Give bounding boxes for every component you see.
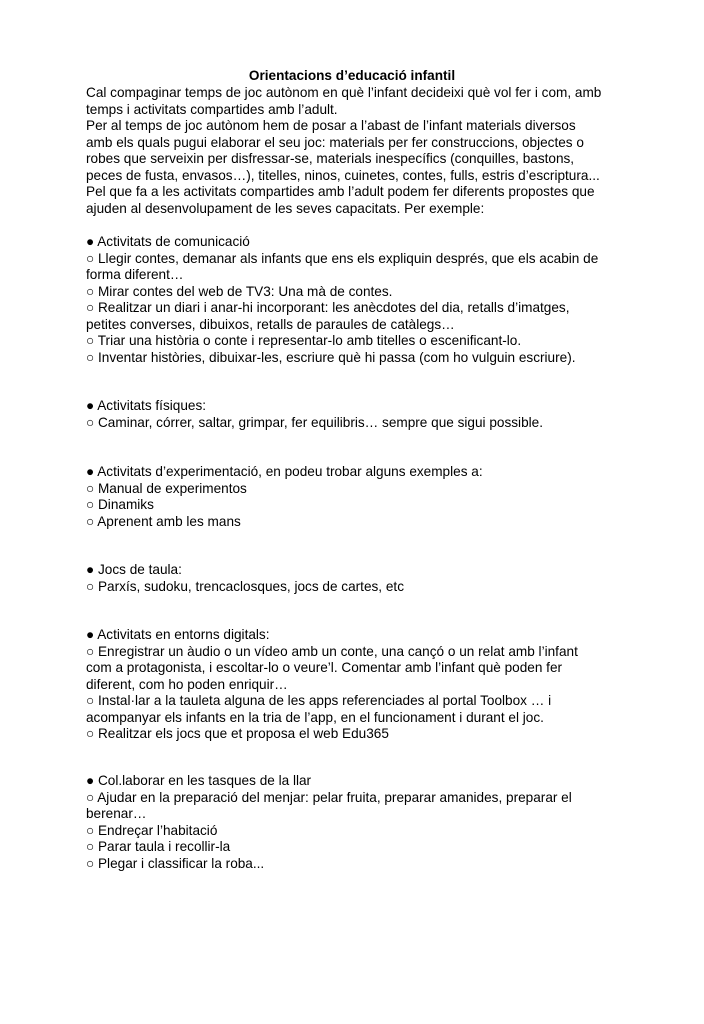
section-heading: ● Activitats en entorns digitals:: [86, 627, 270, 642]
intro-paragraph: [86, 85, 626, 217]
list-item: ○ Triar una història o conte i representar-lo amb titelles o escenificant-lo.: [86, 333, 522, 348]
section-experimentation: [86, 464, 626, 530]
section-heading: ● Activitats físiques:: [86, 398, 207, 413]
list-item: ○ Realitzar un diari i anar-hi incorporant: les anècdotes del dia, retalls d’imatges,: [86, 300, 570, 315]
list-item: ○ Mirar contes del web de TV3: Una mà de contes.: [86, 283, 393, 299]
list-item: ○ Ajudar en la preparació del menjar: pelar fruita, preparar amanides, preparar el: [86, 789, 572, 805]
text-line: amb els quals pugui elaborar el seu joc: materials per fer construccions, objectes o: [86, 134, 584, 150]
section-heading: ● Activitats de comunicació: [86, 234, 250, 249]
list-item: ○ Parxís, sudoku, trencaclosques, jocs de cartes, etc: [86, 578, 404, 594]
list-item: petites converses, dibuixos, retalls de paraules de catàlegs…: [86, 316, 455, 332]
text-line: robes que serveixin per disfressar-se, materials inespecífics (conquilles, bastons,: [86, 151, 575, 166]
list-item: ○ Aprenent amb les mans: [86, 513, 241, 529]
section-physical: [86, 398, 626, 431]
list-item: ○ Instal·lar a la tauleta alguna de les apps referenciades al portal Toolbox … i: [86, 693, 552, 708]
list-item: acompanyar els infants en la tria de l’app, en el funcionament i durant el joc.: [86, 709, 544, 725]
section-communication: [86, 234, 626, 366]
section-heading: ● Jocs de taula:: [86, 562, 182, 577]
list-item: ○ Parar taula i recollir-la: [86, 839, 231, 854]
list-item: ○ Manual de experimentos: [86, 480, 247, 496]
list-item: ○ Enregistrar un àudio o un vídeo amb un conte, una cançó o un relat amb l’infant: [86, 643, 578, 659]
list-item: com a protagonista, i escoltar-lo o veure’l. Comentar amb l’infant què poden fer: [86, 660, 563, 675]
list-item: ○ Llegir contes, demanar als infants que ens els expliquin després, que els acabin de: [86, 250, 599, 266]
text-line: Pel que fa a les activitats compartides amb l’adult podem fer diferents propostes que: [86, 184, 595, 199]
page-title: Orientacions d’educació infantil: [248, 68, 456, 83]
section-heading: ● Activitats d’experimentació, en podeu trobar alguns exemples a:: [86, 464, 483, 479]
section-household: [86, 773, 626, 872]
list-item: diferent, com ho poden enriquir…: [86, 676, 288, 692]
list-item: forma diferent…: [86, 267, 184, 282]
list-item: ○ Inventar històries, dibuixar-les, escriure què hi passa (com ho vulguin escriure).: [86, 349, 576, 365]
section-digital: [86, 627, 626, 743]
list-item: ○ Caminar, córrer, saltar, grimpar, fer equilibris… sempre que sigui possible.: [86, 414, 543, 430]
text-line: peces de fusta, envasos…), titelles, ninos, cuinetes, contes, fulls, estris d’escriptura...: [86, 167, 600, 183]
list-item: ○ Realitzar els jocs que et proposa el web Edu365: [86, 726, 389, 741]
list-item: ○ Dinamiks: [86, 497, 154, 512]
text-line: ajuden al desenvolupament de les seves capacitats. Per exemple:: [86, 200, 485, 216]
text-line: Per al temps de joc autònom hem de posar a l’abast de l’infant materials diversos: [86, 118, 576, 133]
text-line: Cal compaginar temps de joc autònom en què l’infant decideixi què vol fer i com, amb: [86, 85, 602, 100]
list-item: berenar…: [86, 806, 147, 821]
section-board-games: [86, 562, 626, 595]
list-item: ○ Endreçar l’habitació: [86, 822, 218, 838]
list-item: ○ Plegar i classificar la roba...: [86, 855, 265, 871]
section-heading: ● Col.laborar en les tasques de la llar: [86, 773, 312, 788]
text-line: temps i activitats compartides amb l’adult.: [86, 101, 338, 117]
